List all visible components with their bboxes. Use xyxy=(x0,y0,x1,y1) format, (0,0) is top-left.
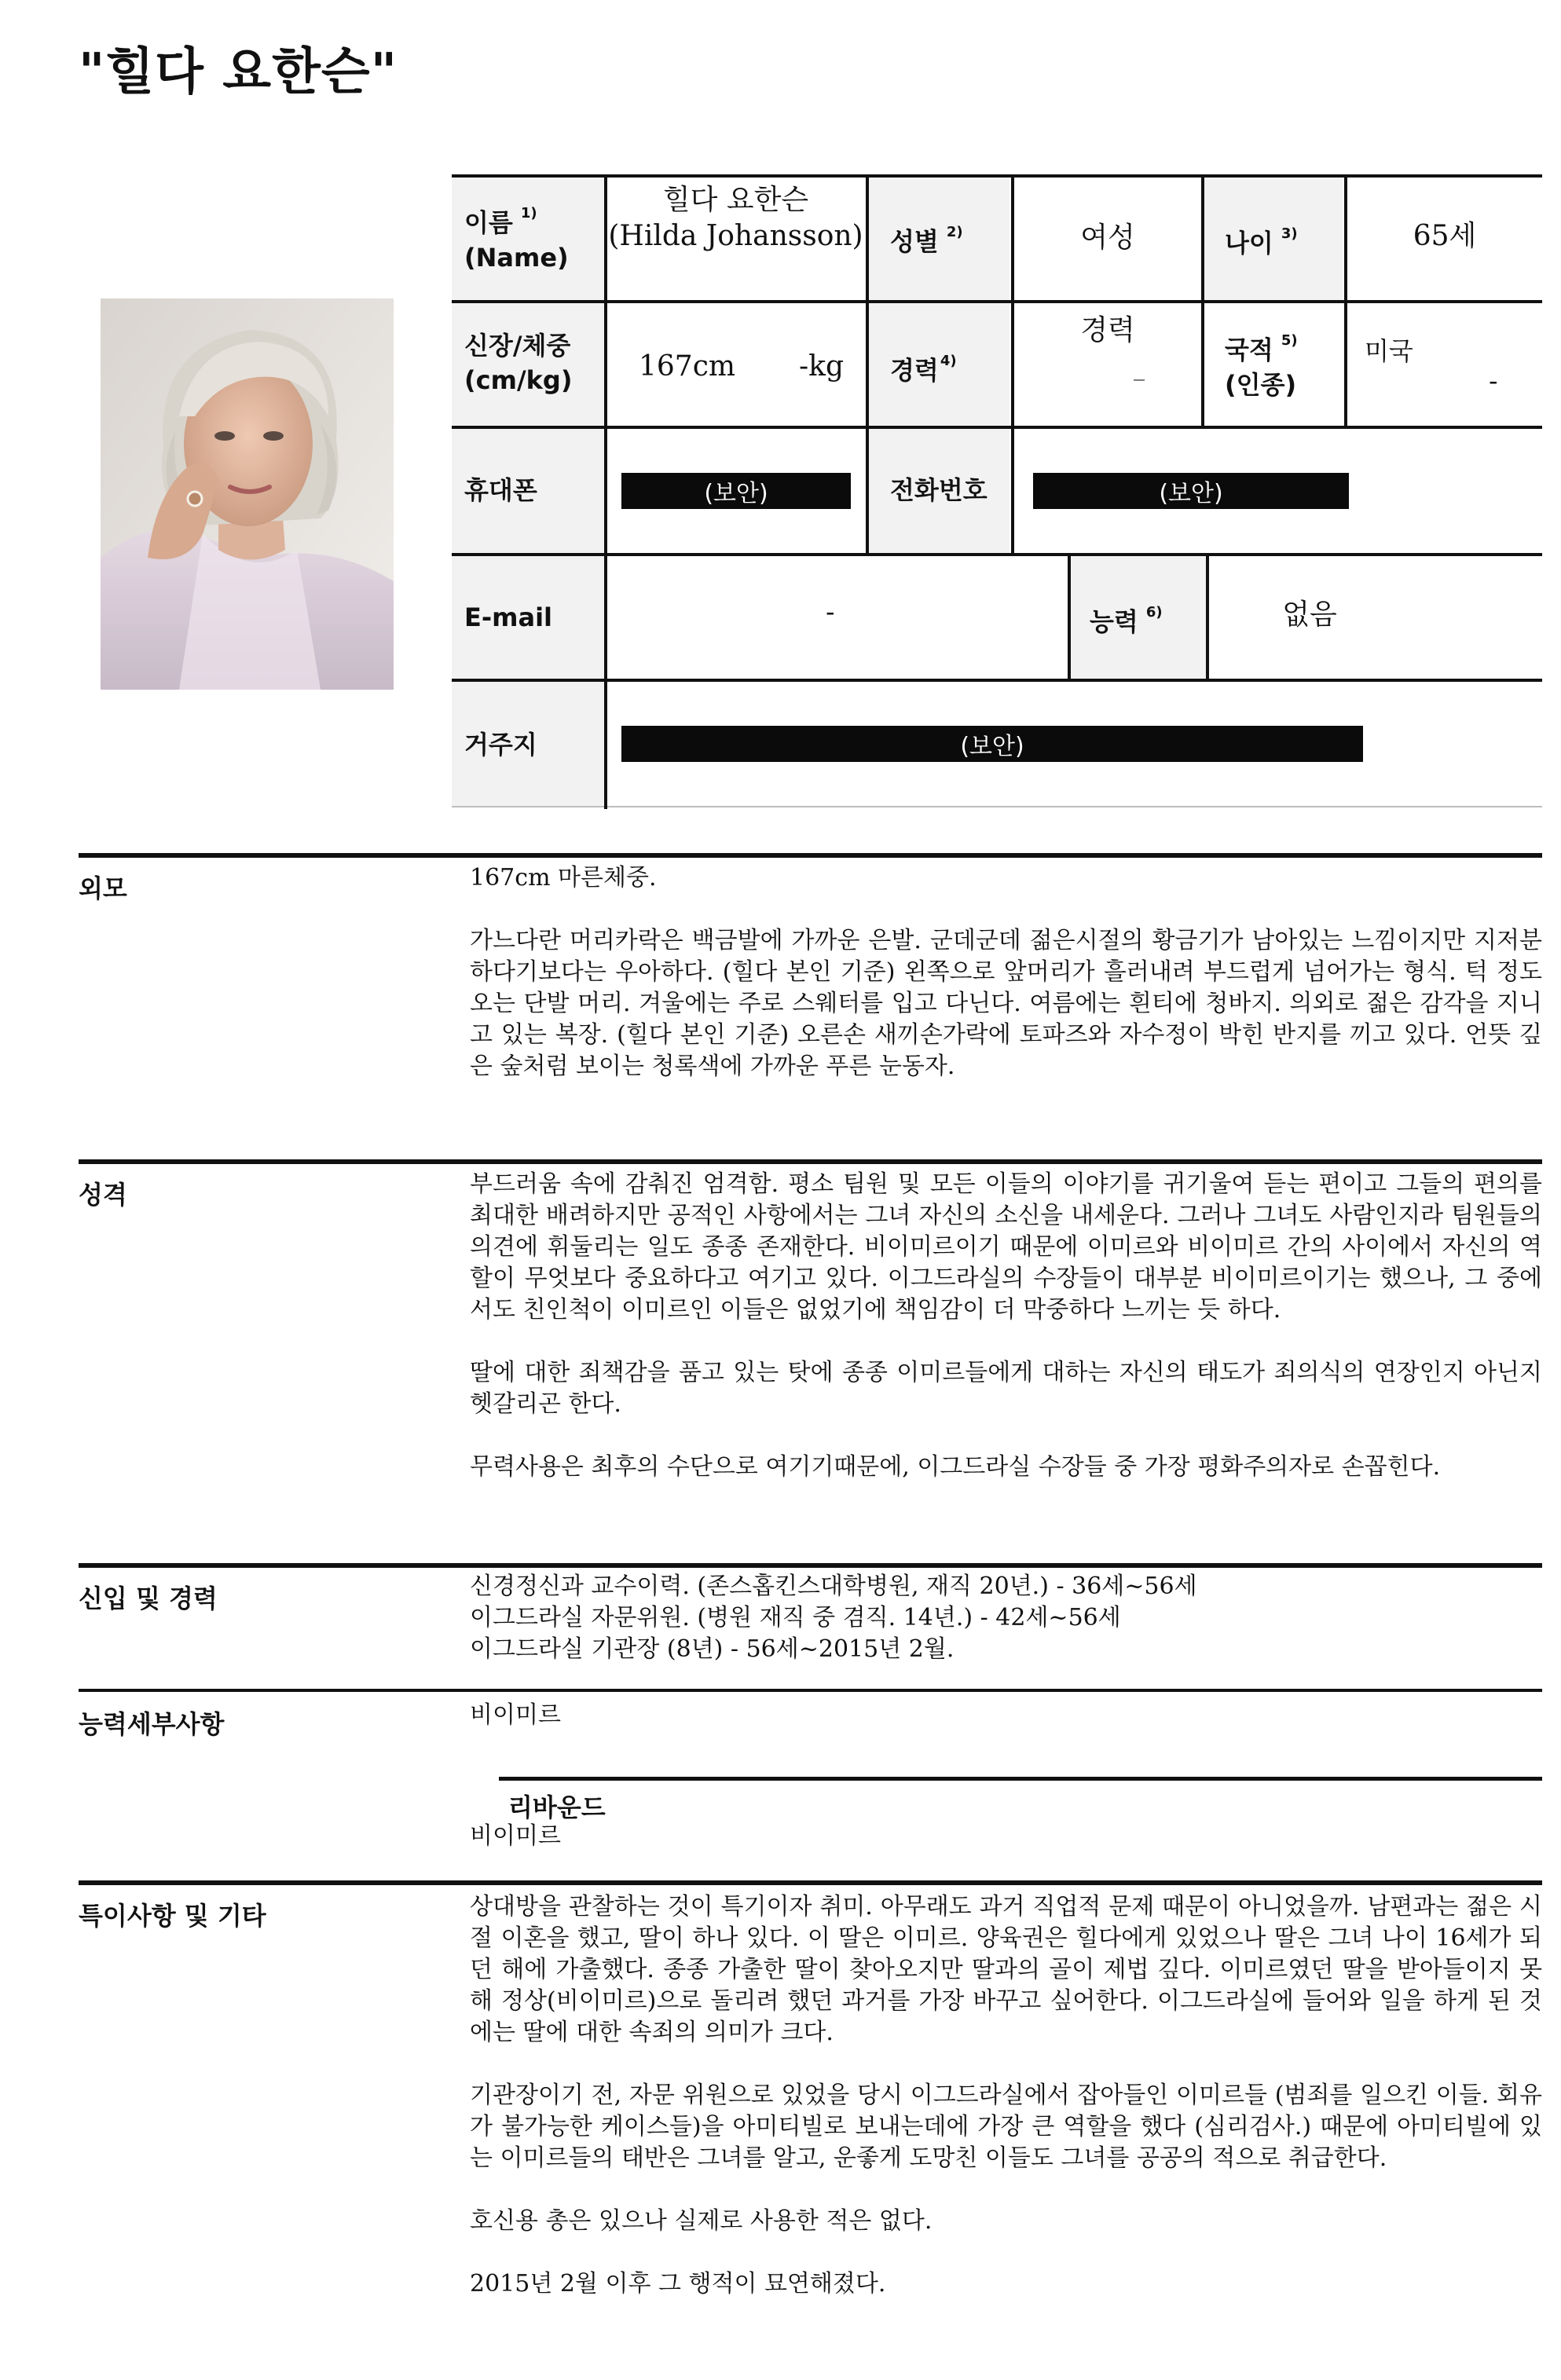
career-label: 경력 $^{4)}$ xyxy=(890,353,957,386)
gender-label: 성별 $^{2)}$ xyxy=(890,224,963,257)
nationality-value: 미국 xyxy=(1365,336,1413,366)
table-rule xyxy=(1344,174,1347,429)
appearance-paragraph: 가느다란 머리카락은 백금발에 가까운 은발. 군데군데 젊은시절의 황금기가 남아있는 느낌이지만 지저분하다기보다는 우아하다. (힐다 본인 기준) 왼쪽으로 앞머리가 흘러내려 부드럽게 넘어가는 형식. 턱 정도 오는 단발 머리. 겨울에는 주로 스웨터를 입고 다닌다. 여름에는 흰티에 청바지. 의외로 젊은 감각을 지니고 있는 복장. (힐다 본인 기준) 오른손 새끼손가락에 토파즈와 자수정이 박힌 반지를 끼고 있다. 언뜻 깊은 숲처럼 보이는 청록색에 가까운 푸른 눈동자. xyxy=(470,927,1542,1080)
personality-body xyxy=(470,1169,1542,1483)
notes-paragraph: 기관장이기 전, 자문 위원으로 있었을 당시 이그드라실에서 잡아들인 이미르들 (범죄를 일으킨 이들. 회유가 불가능한 케이스들)을 아미티빌로 보내는데에 가장 큰 역할을 했다 (심리검사.) 때문에 아미티빌에 있는 이미르들의 태반은 그녀를 알고, 운좋게 도망친 이들도 그녀를 공공의 적으로 취급한다. xyxy=(470,2082,1542,2172)
basic-info-table xyxy=(452,174,1542,809)
ability-detail-text: 비이미르 xyxy=(470,1701,561,1729)
career-body xyxy=(470,1571,1542,1665)
career-line: 이그드라실 기관장 (8년) - 56세~2015년 2월. xyxy=(470,1635,955,1663)
table-rule xyxy=(604,174,607,809)
gender-value: 여성 xyxy=(1080,222,1135,254)
table-rule xyxy=(452,174,1542,178)
weight-value: -kg xyxy=(799,350,845,383)
personality-paragraph: 딸에 대한 죄책감을 품고 있는 탓에 종종 이미르들에게 대하는 자신의 태도가 죄의식의 연장인지 아닌지 헷갈리곤 한다. xyxy=(470,1359,1542,1418)
notes-section xyxy=(79,1880,1542,2367)
address-label: 거주지 xyxy=(464,730,537,760)
race-value: - xyxy=(1489,366,1498,396)
notes-paragraph: 호신용 총은 있으나 실제로 사용한 적은 없다. xyxy=(470,2207,933,2235)
career-line: 신경정신과 교수이력. (존스홉킨스대학병원, 재직 20년.) - 36세~56세 xyxy=(470,1573,1197,1600)
name-value: 힐다 요한슨 (Hilda Johansson) xyxy=(608,184,863,252)
ability-sub-text: 비이미르 xyxy=(470,1822,561,1850)
age-value: 65세 xyxy=(1413,220,1477,252)
personality-paragraph: 부드러움 속에 감춰진 엄격함. 평소 팀원 및 모든 이들의 이야기를 귀기울여 듣는 편이고 그들의 편의를 최대한 배려하지만 공적인 사항에서는 그녀 자신의 소신을 내세운다. 그러나 그녀도 사람인지라 팀원들의 의견에 휘둘리는 일도 종종 존재한다. 비이미르이기 때문에 이미르와 비이미르 간의 사이에서 자신의 역할이 무엇보다 중요하다고 여기고 있다. 이그드라실의 수장들이 대부분 비이미르이기는 했으나, 그 중에서도 친인척이 이미르인 이들은 없었기에 책임감이 더 막중하다 느끼는 듯 하다. xyxy=(470,1170,1542,1324)
page-title: "힐다 요한슨" xyxy=(79,43,398,101)
table-bottom-rule xyxy=(452,806,1542,807)
section-rule xyxy=(79,1880,1542,1885)
phone-label: 전화번호 xyxy=(890,475,988,505)
table-rule xyxy=(452,679,1542,682)
table-rule xyxy=(1068,553,1071,682)
career-label: 신입 및 경력 xyxy=(79,1584,218,1613)
section-rule xyxy=(79,853,1542,858)
personality-paragraph: 무력사용은 최후의 수단으로 여기기때문에, 이그드라실 수장들 중 가장 평화주의자로 손꼽힌다. xyxy=(470,1453,1441,1481)
table-rule xyxy=(866,174,869,556)
section-rule xyxy=(79,1159,1542,1164)
mobile-label: 휴대폰 xyxy=(464,475,537,505)
notes-paragraph: 2015년 2월 이후 그 행적이 묘연해졌다. xyxy=(470,2270,886,2298)
address-redacted: (보안) xyxy=(621,726,1363,762)
portrait-photo-icon xyxy=(101,298,394,690)
nationality-label: 국적 $^{5)}$ (인종) xyxy=(1225,332,1298,400)
email-label: E-mail xyxy=(464,602,553,632)
ability-value: 없음 xyxy=(1282,599,1337,631)
height-weight-label: 신장/체중 (cm/kg) xyxy=(464,331,573,395)
section-rule xyxy=(79,1689,1542,1692)
name-label: 이름 $^{1)}$ (Name) xyxy=(464,205,569,273)
personality-section xyxy=(79,1159,1542,1552)
appearance-section xyxy=(79,853,1542,1152)
subsection-rule xyxy=(499,1777,1542,1781)
appearance-body xyxy=(470,862,1542,1082)
notes-paragraph: 상대방을 관찰하는 것이 특기이자 취미. 아무래도 과거 직업적 문제 때문이 아니었을까. 남편과는 젊은 시절 이혼을 했고, 딸이 하나 있다. 이 딸은 이미르. 양육권은 힐다에게 있었으나 딸은 그녀 나이 16세가 되던 해에 가출했다. 종종 가출한 딸이 찾아오지만 딸과의 골이 제법 깊다. 이미르였던 딸을 받아들이지 못해 정상(비이미르)으로 돌리려 했던 과거를 가장 바꾸고 싶어한다. 이그드라실에 들어와 일을 하게 된 것에는 딸에 대한 속죄의 의미가 크다. xyxy=(470,1893,1542,2046)
notes-label: 특이사항 및 기타 xyxy=(79,1901,266,1931)
career-line: 이그드라실 자문위원. (병원 재직 중 겸직. 14년.) - 42세~56세 xyxy=(470,1604,1121,1631)
email-value: - xyxy=(826,597,835,627)
phone-redacted: (보안) xyxy=(1033,473,1349,509)
table-rule xyxy=(452,426,1542,429)
mobile-redacted: (보안) xyxy=(621,473,851,509)
career-value: 경력 _ xyxy=(1080,314,1145,381)
notes-body xyxy=(470,1891,1542,2300)
ability-detail-label: 능력세부사항 xyxy=(79,1709,225,1739)
personality-label: 성격 xyxy=(79,1180,127,1210)
ability-detail-section xyxy=(79,1689,1542,1767)
table-rule xyxy=(452,553,1542,556)
table-rule xyxy=(1201,174,1204,429)
appearance-paragraph: 167cm 마른체중. xyxy=(470,864,657,892)
table-rule xyxy=(452,300,1542,303)
ability-sub-title: 리바운드 xyxy=(508,1792,606,1822)
career-section xyxy=(79,1563,1542,1689)
ability-label: 능력 $^{6)}$ xyxy=(1090,604,1163,637)
appearance-label: 외모 xyxy=(79,873,127,903)
ability-sub-section xyxy=(79,1777,1542,1855)
profile-photo xyxy=(101,298,394,690)
age-label: 나이 $^{3)}$ xyxy=(1225,225,1298,258)
section-rule xyxy=(79,1563,1542,1568)
height-value: 167cm xyxy=(639,350,736,383)
